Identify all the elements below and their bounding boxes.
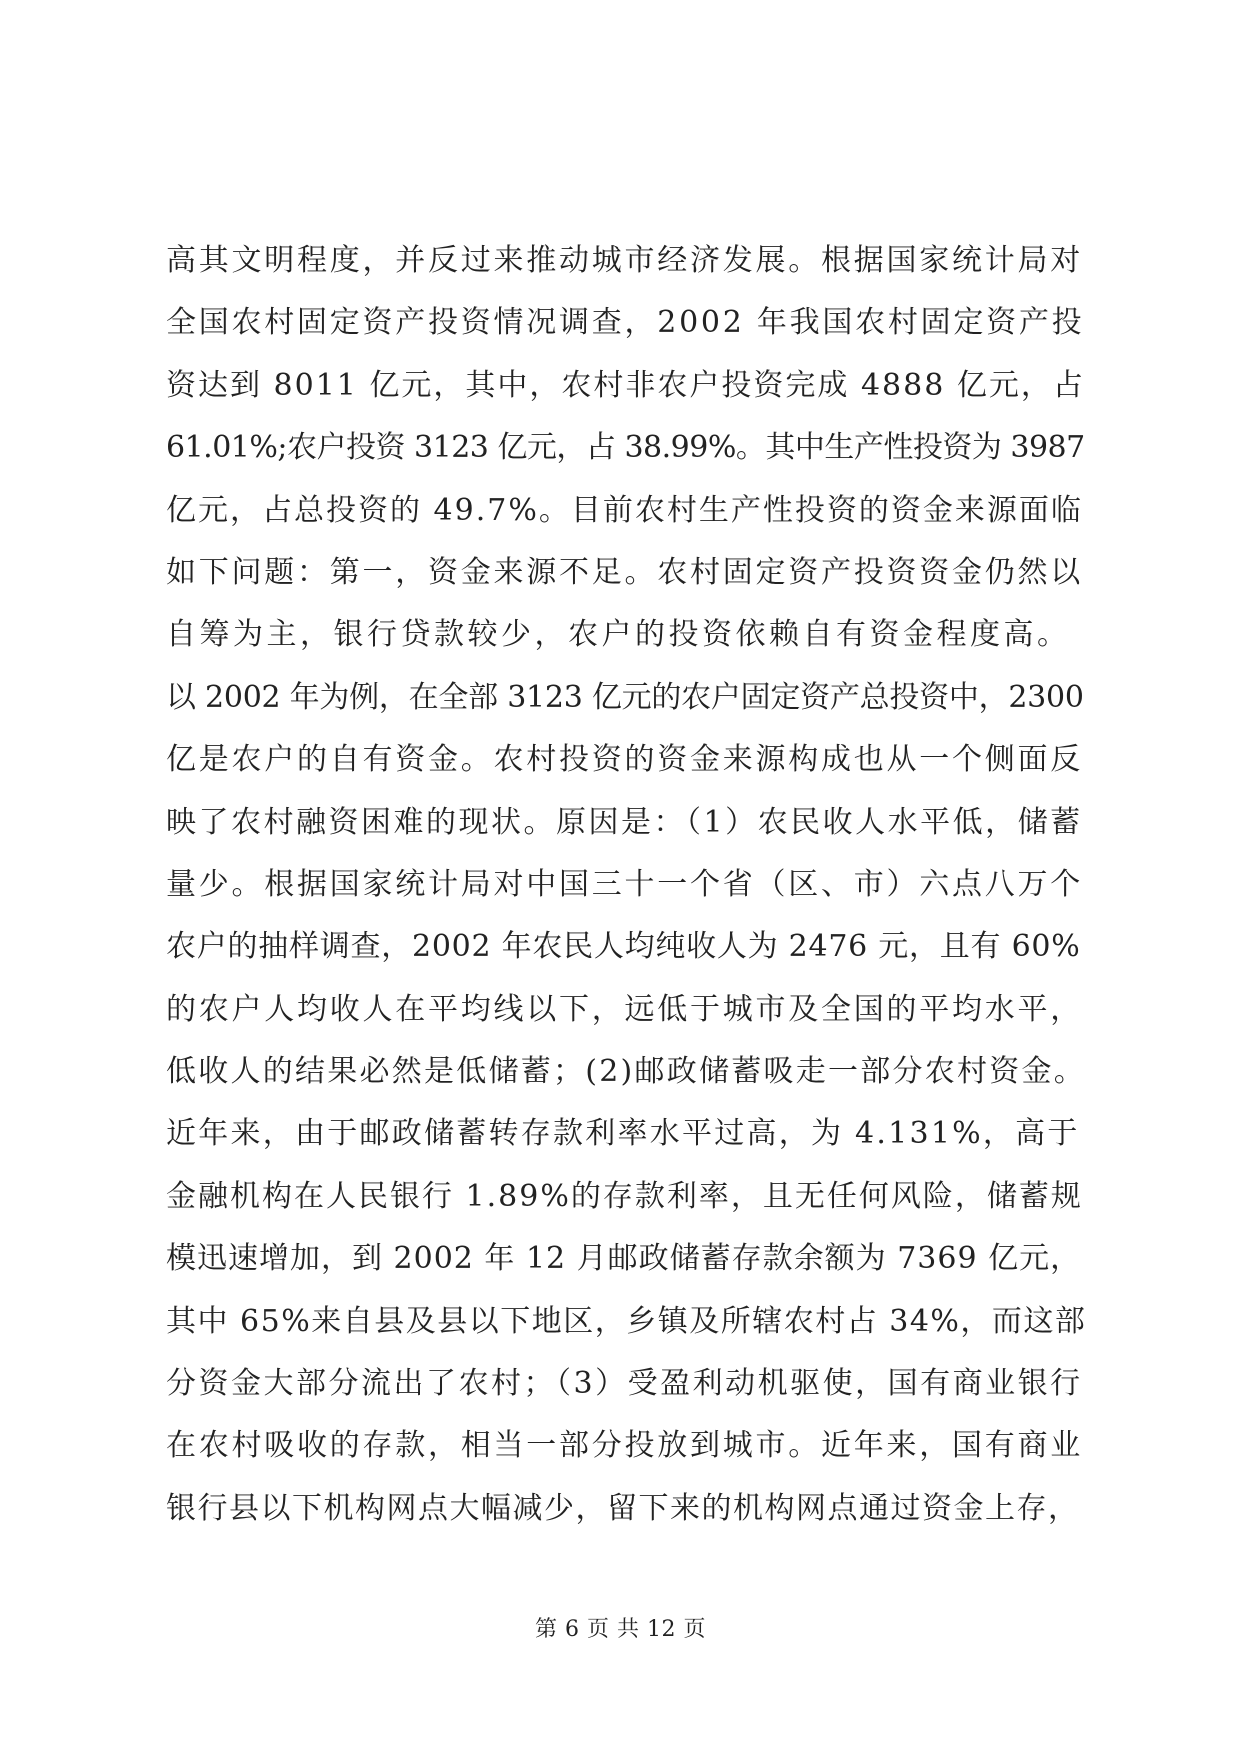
text-line: 分资金大部分流出了农村；（3）受盈利动机驱使，国有商业银行	[166, 1366, 1083, 1402]
text-line: 其中 65%来自县及县以下地区，乡镇及所辖农村占 34%，而这部	[166, 1303, 1087, 1339]
text-line: 亿是农户的自有资金。农村投资的资金来源构成也从一个侧面反	[166, 742, 1083, 778]
body-paragraph	[166, 230, 1086, 1540]
text-line: 银行县以下机构网点大幅减少，留下来的机构网点通过资金上存，	[166, 1490, 1080, 1526]
text-line: 如下问题：第一，资金来源不足。农村固定资产投资资金仍然以	[166, 554, 1083, 590]
page-number-footer: 第 6 页 共 12 页	[535, 1617, 706, 1642]
text-line: 61.01%;农户投资 3123 亿元，占 38.99%。其中生产性投资为 3987	[166, 430, 1085, 466]
text-line: 的农户人均收人在平均线以下，远低于城市及全国的平均水平，	[166, 991, 1083, 1027]
text-line: 模迅速增加，到 2002 年 12 月邮政储蓄存款余额为 7369 亿元，	[166, 1241, 1082, 1277]
text-line: 农户的抽样调查，2002 年农民人均纯收人为 2476 元，且有 60%	[166, 929, 1081, 965]
text-line: 高其文明程度，并反过来推动城市经济发展。根据国家统计局对	[166, 243, 1083, 278]
text-line: 以 2002 年为例，在全部 3123 亿元的农户固定资产总投资中，2300	[166, 679, 1084, 715]
text-line: 金融机构在人民银行 1.89%的存款利率，且无任何风险，储蓄规	[166, 1178, 1083, 1214]
text-line: 量少。根据国家统计局对中国三十一个省（区、市）六点八万个	[166, 866, 1083, 902]
text-line: 全国农村固定资产投资情况调查，2002 年我国农村固定资产投	[166, 305, 1085, 341]
text-line: 低收人的结果必然是低储蓄；(2)邮政储蓄吸走一部分农村资金。	[166, 1054, 1086, 1090]
text-line: 映了农村融资困难的现状。原因是：（1）农民收人水平低，储蓄	[166, 804, 1083, 840]
text-line: 近年来，由于邮政储蓄转存款利率水平过高，为 4.131%，高于	[166, 1116, 1080, 1152]
text-line: 自筹为主，银行贷款较少，农户的投资依赖自有资金程度高。	[166, 617, 1071, 653]
text-line: 在农村吸收的存款，相当一部分投放到城市。近年来，国有商业	[166, 1428, 1083, 1464]
text-line: 资达到 8011 亿元，其中，农村非农户投资完成 4888 亿元，占	[166, 367, 1085, 403]
text-line: 亿元，占总投资的 49.7%。目前农村生产性投资的资金来源面临	[166, 492, 1083, 528]
